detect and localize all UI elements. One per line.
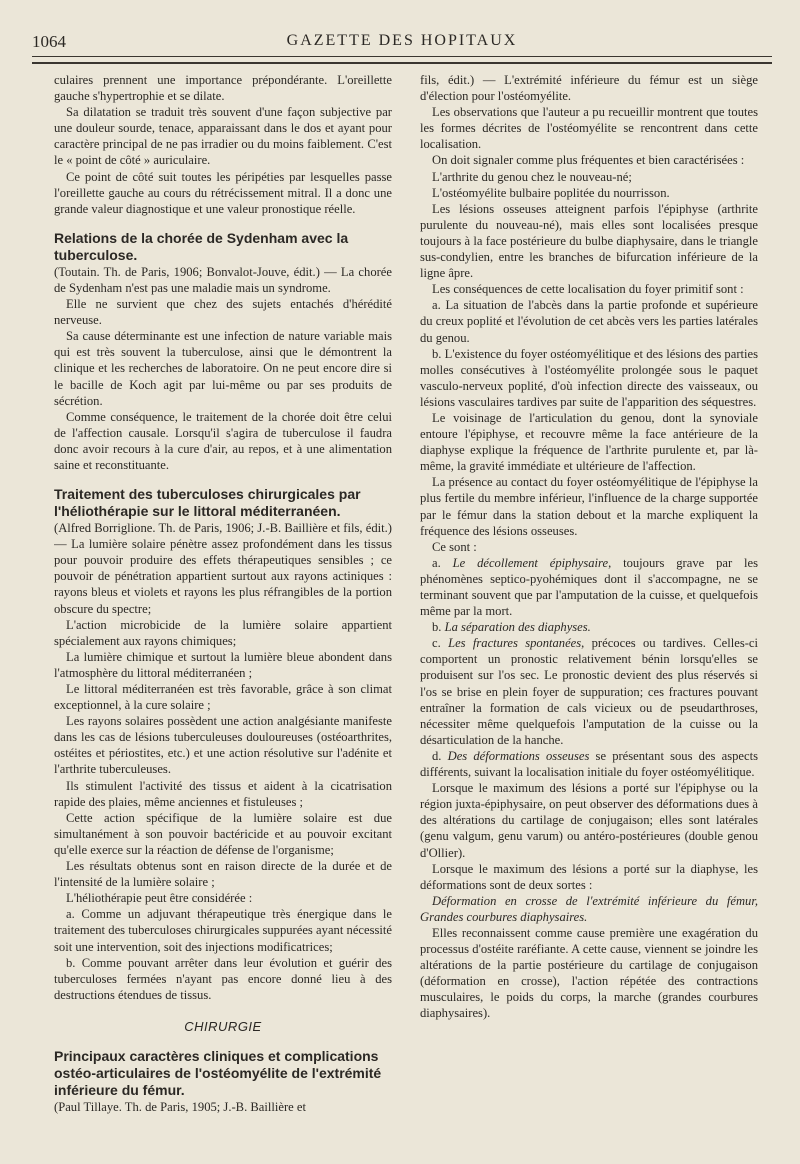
paragraph <box>420 635 758 748</box>
right-column <box>420 72 758 1152</box>
italic-term: La séparation des diaphyses. <box>444 620 591 635</box>
paragraph: (Toutain. Th. de Paris, 1906; Bonvalot-Jouve, édit.) — La chorée de Sydenham n'est pas une maladie mais un syndrome. <box>54 264 392 295</box>
paragraph: Le voisinage de l'articulation du genou, dont la synoviale entoure l'épiphyse, et recouvre même la face antérieure de la diaphyse explique la fréquence de l'arthrite purulente et, par là-même, la gravité immédiate et ultérieure de l'affection. <box>420 410 758 474</box>
paragraph: Cette action spécifique de la lumière solaire est due simultanément à son pouvoir bactéricide et au pouvoir excitant qu'elle exerce sur la réaction de défense de l'organisme; <box>54 810 392 857</box>
paragraph: Ce sont : <box>432 539 477 554</box>
paragraph: Ils stimulent l'activité des tissus et aident à la cicatrisation rapide des plaies, même anciennes et fistuleuses ; <box>54 778 392 809</box>
paragraph: Le littoral méditerranéen est très favorable, grâce à son climat exceptionnel, à la cure solaire ; <box>54 682 392 713</box>
paragraph: Déformation en crosse de l'extrémité inférieure du fémur, Grandes courbures diaphysaires. <box>420 893 758 924</box>
list-marker: b. <box>432 620 445 635</box>
paragraph: Ce point de côté suit toutes les péripéties par lesquelles passe l'oreillette gauche au cours du rétrécissement mitral. Il a donc une grande valeur diagnostique et une valeur pronostique réelle. <box>54 169 392 216</box>
paragraph: Elles reconnaissent comme cause première une exagération du processus d'ostéite raréfiante. A cette cause, viennent se joindre les altérations de la partie postérieure du cartilage de conjugaison (déformation en crosse), l'action répétée des contractions musculaires, le poids du corps, la marche (grandes courbures diaphysaires). <box>420 925 758 1021</box>
italic-term: Les fractures spontanées <box>448 636 582 651</box>
paragraph: a. Comme un adjuvant thérapeutique très énergique dans le traitement des tuberculoses chirurgicales suppurées ayant nécessité soit une intervention, soit des injections modificatrices; <box>54 907 392 954</box>
italic-term: Le décollement épiphysaire <box>452 555 609 570</box>
section-title: CHIRURGIE <box>184 1018 262 1034</box>
paragraph: culaires prennent une importance prépondérante. L'oreillette gauche s'hypertrophie et se dilate. <box>54 73 392 104</box>
paragraph <box>420 555 758 619</box>
text-run: , précoces ou tardives. Celles-ci comportent un pronostic relativement bénin lorsqu'elles se produisent sur l'os sec. Le pronostic devient des plus réservés si l'os se brise en plein foyer de suppuration; ces fractures pouvant entraîner la formation de cals vicieux ou de pseudarthroses, nécessiter même quelquefois l'amputation de la cuisse ou la désarticulation de la hanche. <box>420 636 758 747</box>
left-column <box>54 72 392 1152</box>
paragraph: Les conséquences de cette localisation du foyer primitif sont : <box>432 282 744 297</box>
paragraph: Les rayons solaires possèdent une action analgésiante manifeste dans les cas de lésions tuberculeuses douloureuses (ostéoarthrites, ostéites et périostites, etc.) et une action résolutive sur l'adénite et l'arthrite tuberculeuses. <box>54 714 392 777</box>
list-marker: d. <box>432 748 448 763</box>
paragraph: La présence au contact du foyer ostéomyélitique de l'épiphyse la plus fertile du membre inférieur, l'influence de la charge supportée par le fémur dans la station debout et la marche expliquent la fréquence des lésions osseuses. <box>420 475 758 538</box>
article-heading-osteomyelite: Principaux caractères cliniques et complications ostéo-articulaires de l'ostéomyélite de l'extrémité inférieure du fémur. <box>54 1047 382 1098</box>
list-marker: c. <box>432 636 449 651</box>
header-rule-double <box>32 62 772 64</box>
paragraph: a. La situation de l'abcès dans la partie profonde et supérieure du creux poplité et l'évolution de cet abcès vers les parties latérales du genou. <box>420 298 758 345</box>
page-number: 1064 <box>32 32 66 51</box>
page-header <box>32 30 772 58</box>
paragraph: On doit signaler comme plus fréquentes et bien caractérisées : <box>432 153 745 168</box>
paragraph: Elle ne survient que chez des sujets entachés d'hérédité nerveuse. <box>54 297 392 328</box>
paragraph: Comme conséquence, le traitement de la chorée doit être celui de l'affection causale. Lorsqu'il s'agira de tuberculose il faudra donc avoir recours à la cure d'air, au repos, et à une alimentation saine et reconstituante. <box>54 409 392 472</box>
article-heading-choree: Relations de la chorée de Sydenham avec la tuberculose. <box>54 229 349 263</box>
paragraph: b. Comme pouvant arrêter dans leur évolution et guérir des tuberculoses fermées n'ayant pas encore donné lieu à des destructions étendues de tissus. <box>54 955 392 1002</box>
paragraph: L'arthrite du genou chez le nouveau-né; <box>432 169 632 184</box>
paragraph: Lorsque le maximum des lésions a porté sur la diaphyse, les déformations sont de deux sortes : <box>420 861 758 892</box>
italic-term: Des déformations osseuses <box>447 748 590 763</box>
paragraph: Sa dilatation se traduit très souvent d'une façon subjective par une douleur sourde, tenace, apparaissant dans le dos et ayant pour caractère principal de ne pas irradier ou du moins faiblement. C'est le « point de côté » auriculaire. <box>54 105 392 168</box>
paragraph: Les résultats obtenus sont en raison directe de la durée et de l'intensité de la lumière solaire ; <box>54 859 392 890</box>
paragraph: L'ostéomyélite bulbaire poplitée du nourrisson. <box>432 185 670 200</box>
paragraph <box>420 619 758 635</box>
journal-title: GAZETTE DES HOPITAUX <box>286 32 518 49</box>
text-run: se présentant sous des aspects différents, suivant la localisation initiale du foyer ostéomyélitique. <box>420 748 758 780</box>
list-marker: a. <box>432 555 453 570</box>
paragraph: (Paul Tillaye. Th. de Paris, 1905; J.-B. Baillière et <box>54 1099 306 1114</box>
paragraph: b. L'existence du foyer ostéomyélitique et des lésions des parties molles consécutives à l'ostéomyélite prolongée sous le paquet vasculo-nerveux poplité, d'où infection directe des vaisseaux, ou lésions vasculaires tardives par suite de l'apparition des séquestres. <box>420 346 758 409</box>
paragraph: Les observations que l'auteur a pu recueillir montrent que toutes les formes décrites de l'ostéomyélite se rencontrent dans cette localisation. <box>420 105 758 152</box>
paragraph: fils, édit.) — L'extrémité inférieure du fémur est un siège d'élection pour l'ostéomyélite. <box>420 73 758 104</box>
text-run: , toujours grave par les phénomènes septico-pyohémiques dont il s'accompagne, ne se terminant souvent que par l'amputation de la cuisse, et quelquefois même par la mort. <box>420 555 758 619</box>
paragraph: La lumière chimique et surtout la lumière bleue abondent dans l'atmosphère du littoral méditerranéen ; <box>54 649 392 680</box>
paragraph: Lorsque le maximum des lésions a porté sur l'épiphyse ou la région juxta-épiphysaire, on peut observer des déformations dues à des altérations du cartilage de conjugaison; elles sont latérales (genu valgum, genu varum) ou antéro-postérieures (double genou d'Ollier). <box>420 781 758 860</box>
article-heading-heliotherapie: Traitement des tuberculoses chirurgicales par l'héliothérapie sur le littoral méditerranéen. <box>54 486 361 520</box>
paragraph: Les lésions osseuses atteignent parfois l'épiphyse (arthrite purulente du nouveau-né), mais elles sont localisées presque toujours à la face postérieure du bulbe diaphysaire, dans le triangle sus-condylien, entre les branches de bifurcation inférieure de la ligne âpre. <box>420 201 758 281</box>
paragraph: L'héliothérapie peut être considérée : <box>66 891 253 906</box>
paragraph: L'action microbicide de la lumière solaire appartient spécialement aux rayons chimiques; <box>54 617 392 648</box>
paragraph: Sa cause déterminante est une infection de nature variable mais qui est très souvent la tuberculose, ainsi que le démontrent la clinique et les recherches de laboratoire. On ne peut encore dire si le bacille de Koch agit par lui-même ou par ses produits de sécrétion. <box>54 329 392 408</box>
paragraph <box>420 748 758 780</box>
paragraph: (Alfred Borriglione. Th. de Paris, 1906; J.-B. Baillière et fils, édit.) — La lumière solaire pénètre assez profondément dans les tissus pour pouvoir produire des effets thérapeutiques sensibles ; ce pouvoir de pénétration appartient surtout aux rayons actiniques : rayons bleus et violets et rayons les plus réfrangibles de la portion obscure du spectre; <box>54 521 392 616</box>
header-rule <box>32 56 772 57</box>
